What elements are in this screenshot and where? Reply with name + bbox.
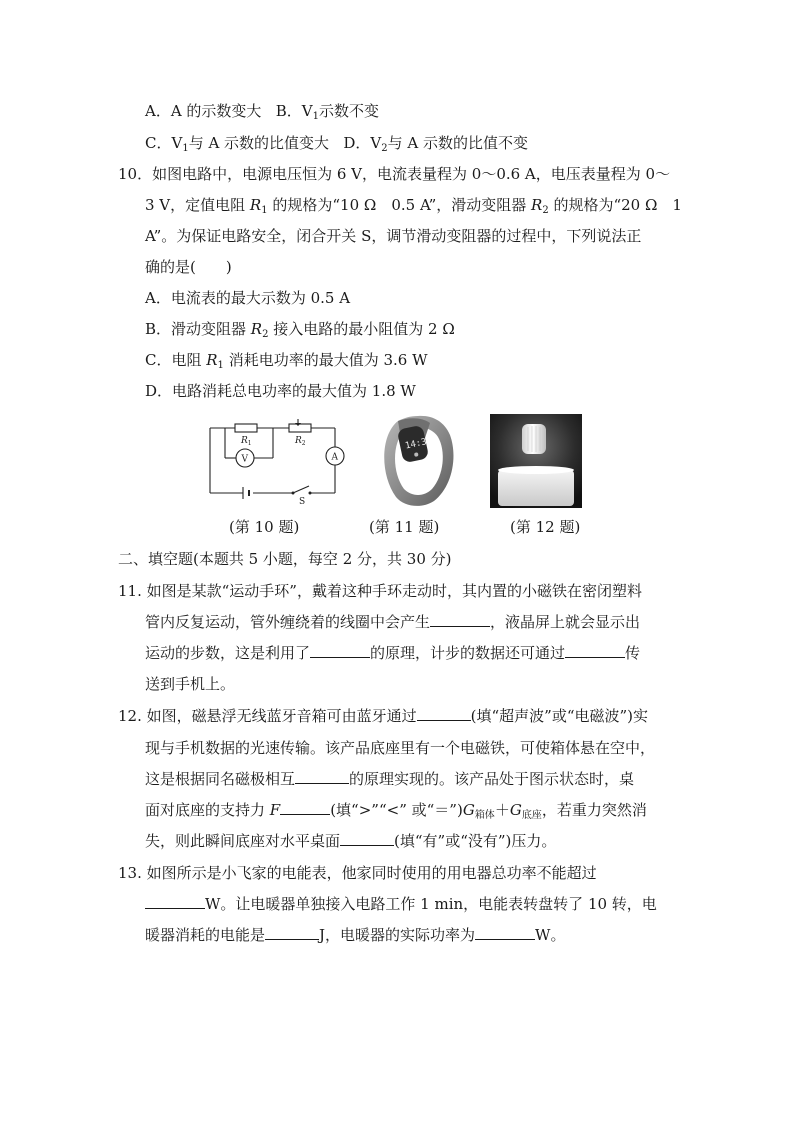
- q9-option-a: A．A 的示数变大: [145, 102, 262, 120]
- maglev-speaker-image: [490, 414, 582, 508]
- r1-label: $R_1$: [241, 436, 252, 447]
- q12-line-4: 面对底座的支持力 F (填“>”“<” 或“$=”)G_{箱体}+G_{底座}$，若重力突然消: [145, 801, 647, 821]
- resistor-r1: [235, 424, 257, 432]
- q10-option-c: C．电阻 $R_1$ 消耗电功率的最大值为 3.6 W: [145, 351, 428, 371]
- answer-blank[interactable]: [340, 830, 394, 846]
- q13-line-1: 13. 如图所示是小飞家的电能表，他家同时使用的用电器总功率不能超过: [118, 864, 597, 882]
- q11-line-3: 运动的步数，这是利用了 的原理，计步的数据还可通过 传: [145, 644, 641, 662]
- band-display-text: 14:3: [404, 437, 428, 452]
- q13-line-3: 暖器消耗的电能是 J，电暖器的实际功率为 W。: [145, 926, 566, 944]
- q12-line-3: 这是根据同名磁极相互 的原理实现的。该产品处于图示状态时，桌: [145, 770, 635, 788]
- q9-option-d: D．$V_2$与 A 示数的比值不变: [343, 134, 528, 154]
- q9-options-ab: [145, 100, 379, 128]
- q11-line-2: 管内反复运动，管外缠绕着的线圈中会产生 ，液晶屏上就会显示出: [145, 613, 641, 631]
- q9-option-b: B．$V_1$示数不变: [275, 102, 379, 122]
- section-2-heading: 二、填空题(本题共 5 小题，每空 2 分，共 30 分): [118, 550, 452, 568]
- q9-options-cd: [145, 132, 528, 160]
- answer-blank[interactable]: [417, 705, 471, 721]
- q10-line-1: 10．如图电路中，电源电压恒为 6 V，电流表量程为 0～0.6 A，电压表量程为 0～: [118, 165, 671, 183]
- q9-option-c: C．$V_1$与 A 示数的比值变大: [145, 134, 330, 154]
- speaker-body: [522, 424, 546, 454]
- ammeter-label: A: [331, 452, 338, 463]
- answer-blank[interactable]: [265, 924, 319, 940]
- caption-q12: (第 12 题): [510, 518, 581, 536]
- switch-label: S: [299, 497, 306, 507]
- answer-blank[interactable]: [295, 768, 349, 784]
- fitness-band-image: [378, 413, 460, 510]
- r2-label: $R_2$: [295, 436, 306, 447]
- q13-line-2: W。让电暖器单独接入电路工作 1 min，电能表转盘转了 10 转，电: [145, 893, 657, 915]
- q11-line-4: 送到手机上。: [145, 675, 236, 693]
- q11-line-1: 11. 如图是某款“运动手环”，戴着这种手环走动时，其内置的小磁铁在密闭塑料: [118, 582, 642, 600]
- q12-line-5: 失，则此瞬间底座对水平桌面 (填“有”或“没有”)压力。: [145, 832, 557, 850]
- circuit-diagram: [205, 418, 350, 508]
- q12-line-1: 12. 如图，磁悬浮无线蓝牙音箱可由蓝牙通过 (填“超声波”或“电磁波”)实: [118, 707, 649, 725]
- q10-option-d: D．电路消耗总电功率的最大值为 1.8 W: [145, 382, 416, 400]
- answer-blank[interactable]: [430, 611, 490, 627]
- answer-blank[interactable]: [310, 642, 370, 658]
- answer-blank[interactable]: [145, 893, 205, 909]
- rheostat-r2: [289, 424, 311, 432]
- voltmeter-label: V: [241, 454, 248, 465]
- q10-line-4: 确的是( ): [145, 258, 232, 276]
- caption-q11: (第 11 题): [369, 518, 440, 536]
- q10-option-b: B．滑动变阻器 $R_2$ 接入电路的最小阻值为 2 Ω: [145, 320, 455, 340]
- answer-blank[interactable]: [280, 799, 330, 815]
- speaker-base: [498, 470, 574, 506]
- q10-line-2: 3 V，定值电阻 $R_1$ 的规格为“10 Ω 0.5 A”，滑动变阻器 $R_2$ 的规格为“20 Ω 1: [145, 196, 682, 216]
- answer-blank[interactable]: [475, 924, 535, 940]
- answer-blank[interactable]: [565, 642, 625, 658]
- q12-line-2: 现与手机数据的光速传输。该产品底座里有一个电磁铁，可使箱体悬在空中，: [145, 739, 656, 757]
- caption-q10: (第 10 题): [229, 518, 300, 536]
- q10-line-3: A”。为保证电路安全，闭合开关 S，调节滑动变阻器的过程中，下列说法正: [145, 227, 642, 245]
- q10-option-a: A．电流表的最大示数为 0.5 A: [145, 289, 351, 307]
